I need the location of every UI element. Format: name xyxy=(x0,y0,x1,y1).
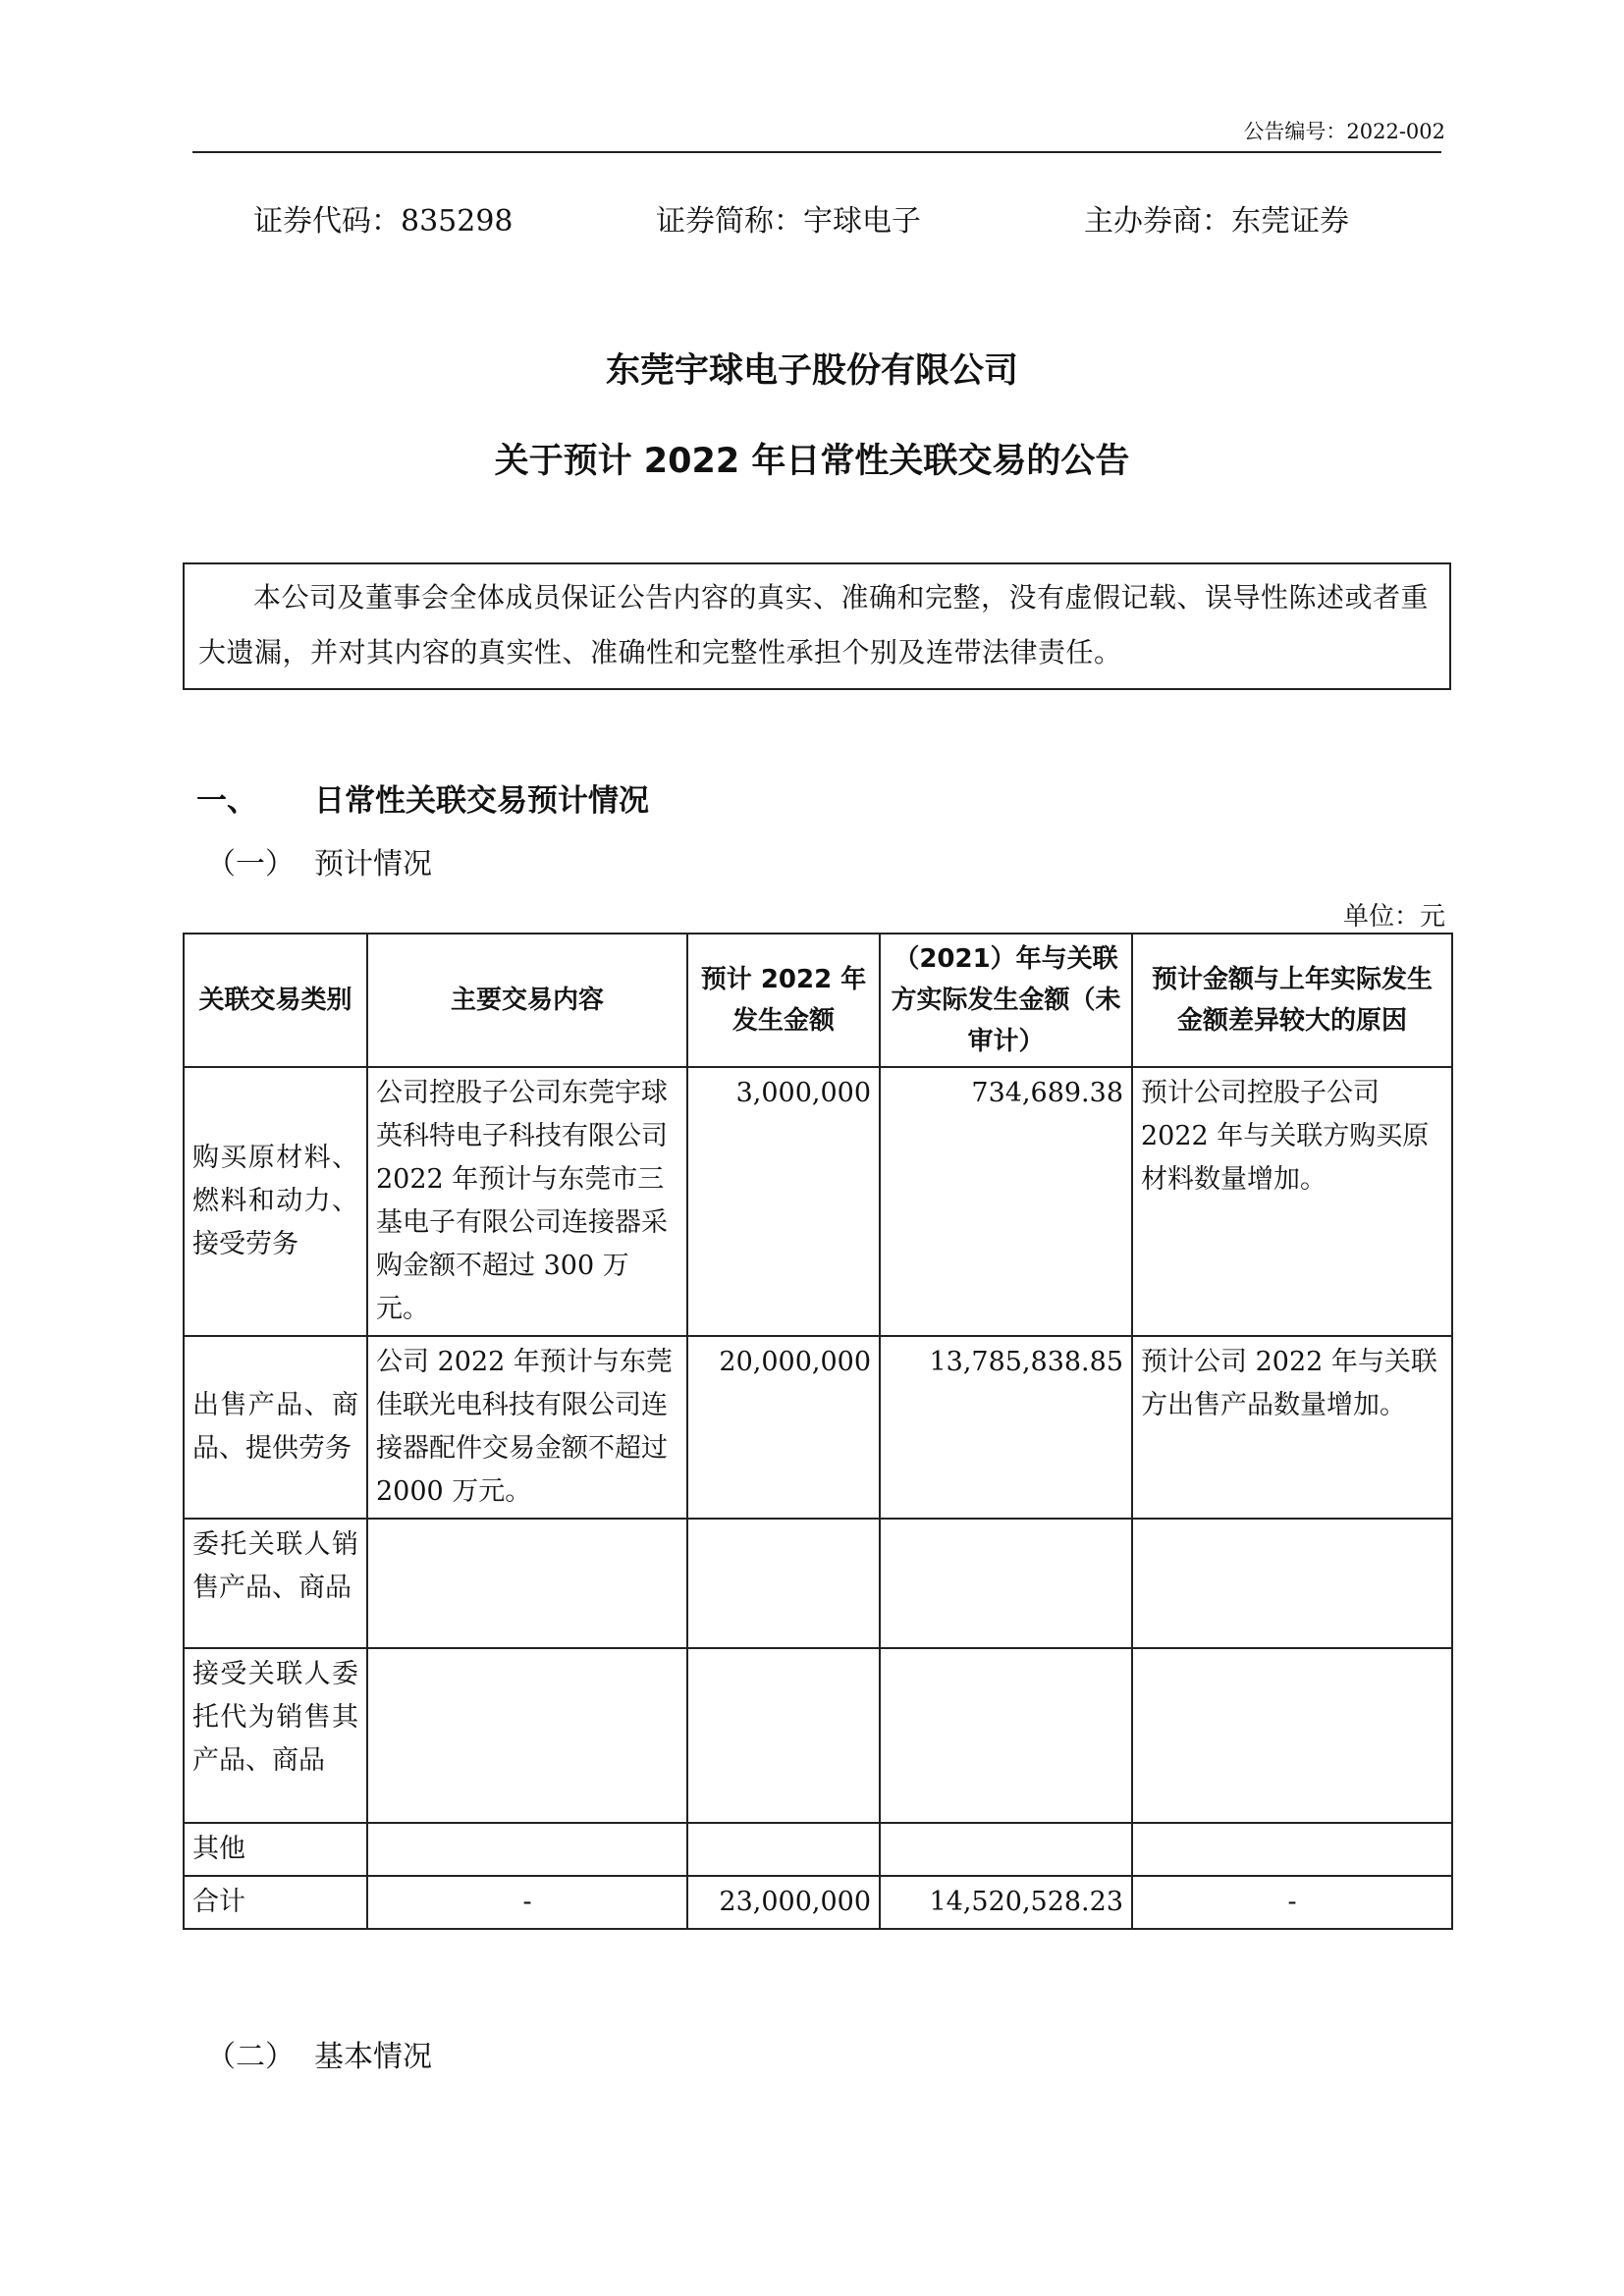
column-header: 预计 2022 年发生金额 xyxy=(687,934,880,1067)
forecast-cell xyxy=(687,1823,880,1876)
reason-cell: 预计公司控股子公司 2022 年与关联方购买原材料数量增加。 xyxy=(1132,1067,1452,1336)
actual-cell: 13,785,838.85 xyxy=(880,1336,1132,1519)
section-title: 日常性关联交易预计情况 xyxy=(314,783,649,819)
category-cell: 接受关联人委托代为销售其产品、商品 xyxy=(184,1648,367,1823)
reason-cell: - xyxy=(1132,1876,1452,1929)
actual-cell: 734,689.38 xyxy=(880,1067,1132,1336)
column-header: 主要交易内容 xyxy=(367,934,687,1067)
reason-cell: 预计公司 2022 年与关联方出售产品数量增加。 xyxy=(1132,1336,1452,1519)
category-cell: 委托关联人销售产品、商品 xyxy=(184,1519,367,1648)
content-cell: - xyxy=(367,1876,687,1929)
table-total-row xyxy=(184,1876,1452,1929)
unit-label: 单位：元 xyxy=(1342,902,1445,932)
actual-cell xyxy=(880,1648,1132,1823)
section-number: 一、 xyxy=(196,783,257,819)
board-statement: 本公司及董事会全体成员保证公告内容的真实、准确和完整，没有虚假记载、误导性陈述或者重大遗漏，并对其内容的真实性、准确性和完整性承担个别及连带法律责任。 xyxy=(183,562,1451,690)
forecast-total-cell: 23,000,000 xyxy=(687,1876,880,1929)
header-divider xyxy=(192,151,1441,153)
announcement-title: 关于预计 2022 年日常性关联交易的公告 xyxy=(494,442,1130,481)
column-header: （2021）年与关联方实际发生金额（未审计） xyxy=(880,934,1132,1067)
category-cell: 其他 xyxy=(184,1823,367,1876)
table-row xyxy=(184,1336,1452,1519)
content-cell: 公司 2022 年预计与东莞佳联光电科技有限公司连接器配件交易金额不超过 2000 万元。 xyxy=(367,1336,687,1519)
content-cell xyxy=(367,1823,687,1876)
related-transactions-table xyxy=(183,933,1453,1930)
category-cell: 购买原材料、燃料和动力、接受劳务 xyxy=(184,1067,367,1336)
reason-cell xyxy=(1132,1519,1452,1648)
category-cell: 出售产品、商品、提供劳务 xyxy=(184,1336,367,1519)
actual-cell xyxy=(880,1519,1132,1648)
content-cell xyxy=(367,1648,687,1823)
forecast-cell: 3,000,000 xyxy=(687,1067,880,1336)
actual-total-cell: 14,520,528.23 xyxy=(880,1876,1132,1929)
subsection-heading-1 xyxy=(206,839,432,882)
table-row xyxy=(184,1067,1452,1336)
category-cell: 合计 xyxy=(184,1876,367,1929)
reason-cell xyxy=(1132,1648,1452,1823)
reason-cell xyxy=(1132,1823,1452,1876)
subsection-number: （一） xyxy=(206,847,295,881)
subsection-title: 预计情况 xyxy=(314,847,432,881)
content-cell xyxy=(367,1519,687,1648)
securities-code: 证券代码：835298 xyxy=(253,204,514,239)
subsection-title: 基本情况 xyxy=(314,2040,432,2074)
content-cell: 公司控股子公司东莞宇球英科特电子科技有限公司 2022 年预计与东莞市三基电子有限公司连接器采购金额不超过 300 万元。 xyxy=(367,1067,687,1336)
lead-underwriter: 主办券商：东莞证券 xyxy=(1084,204,1349,239)
column-header: 关联交易类别 xyxy=(184,934,367,1067)
announcement-number: 公告编号：2022-002 xyxy=(1243,120,1445,143)
forecast-cell xyxy=(687,1648,880,1823)
table-row xyxy=(184,1823,1452,1876)
table-row xyxy=(184,1648,1452,1823)
table-header-row xyxy=(184,934,1452,1067)
company-title: 东莞宇球电子股份有限公司 xyxy=(605,351,1018,391)
securities-abbreviation: 证券简称：宇球电子 xyxy=(656,204,921,239)
column-header: 预计金额与上年实际发生金额差异较大的原因 xyxy=(1132,934,1452,1067)
subsection-number: （二） xyxy=(206,2040,295,2074)
forecast-cell: 20,000,000 xyxy=(687,1336,880,1519)
forecast-cell xyxy=(687,1519,880,1648)
table-row xyxy=(184,1519,1452,1648)
section-heading-1 xyxy=(196,775,649,820)
subsection-heading-2 xyxy=(206,2032,432,2075)
actual-cell xyxy=(880,1823,1132,1876)
